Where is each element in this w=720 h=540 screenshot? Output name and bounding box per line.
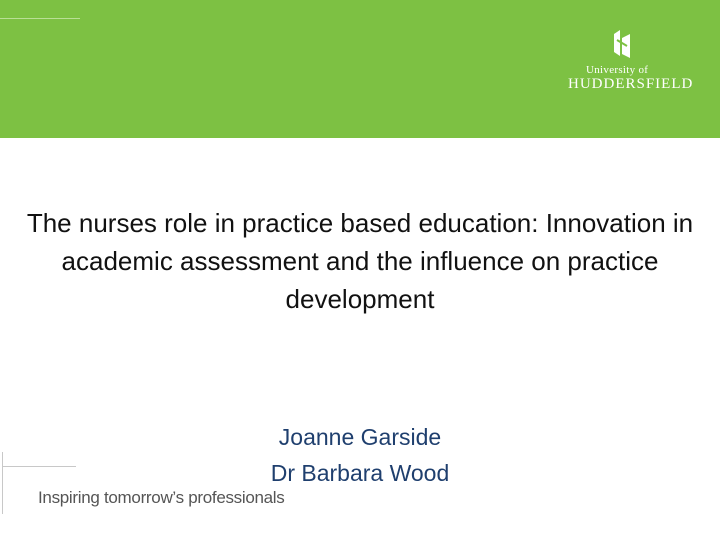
logo-text-line1: University of — [586, 64, 649, 76]
footer-tagline: Inspiring tomorrow’s professionals — [38, 488, 285, 507]
header-banner — [0, 0, 720, 138]
logo-text-line2: HUDDERSFIELD — [568, 76, 694, 92]
author-name: Joanne Garside — [278, 424, 442, 450]
university-crest-icon — [610, 28, 634, 60]
university-logo — [560, 28, 694, 100]
banner-divider — [0, 18, 80, 19]
corner-line-vertical — [2, 452, 3, 514]
slide-title: The nurses role in practice based education: Innovation in academic assessment and the influence on practice development — [26, 208, 694, 314]
author-name: Dr Barbara Wood — [270, 460, 450, 486]
corner-line-horizontal — [2, 466, 76, 467]
